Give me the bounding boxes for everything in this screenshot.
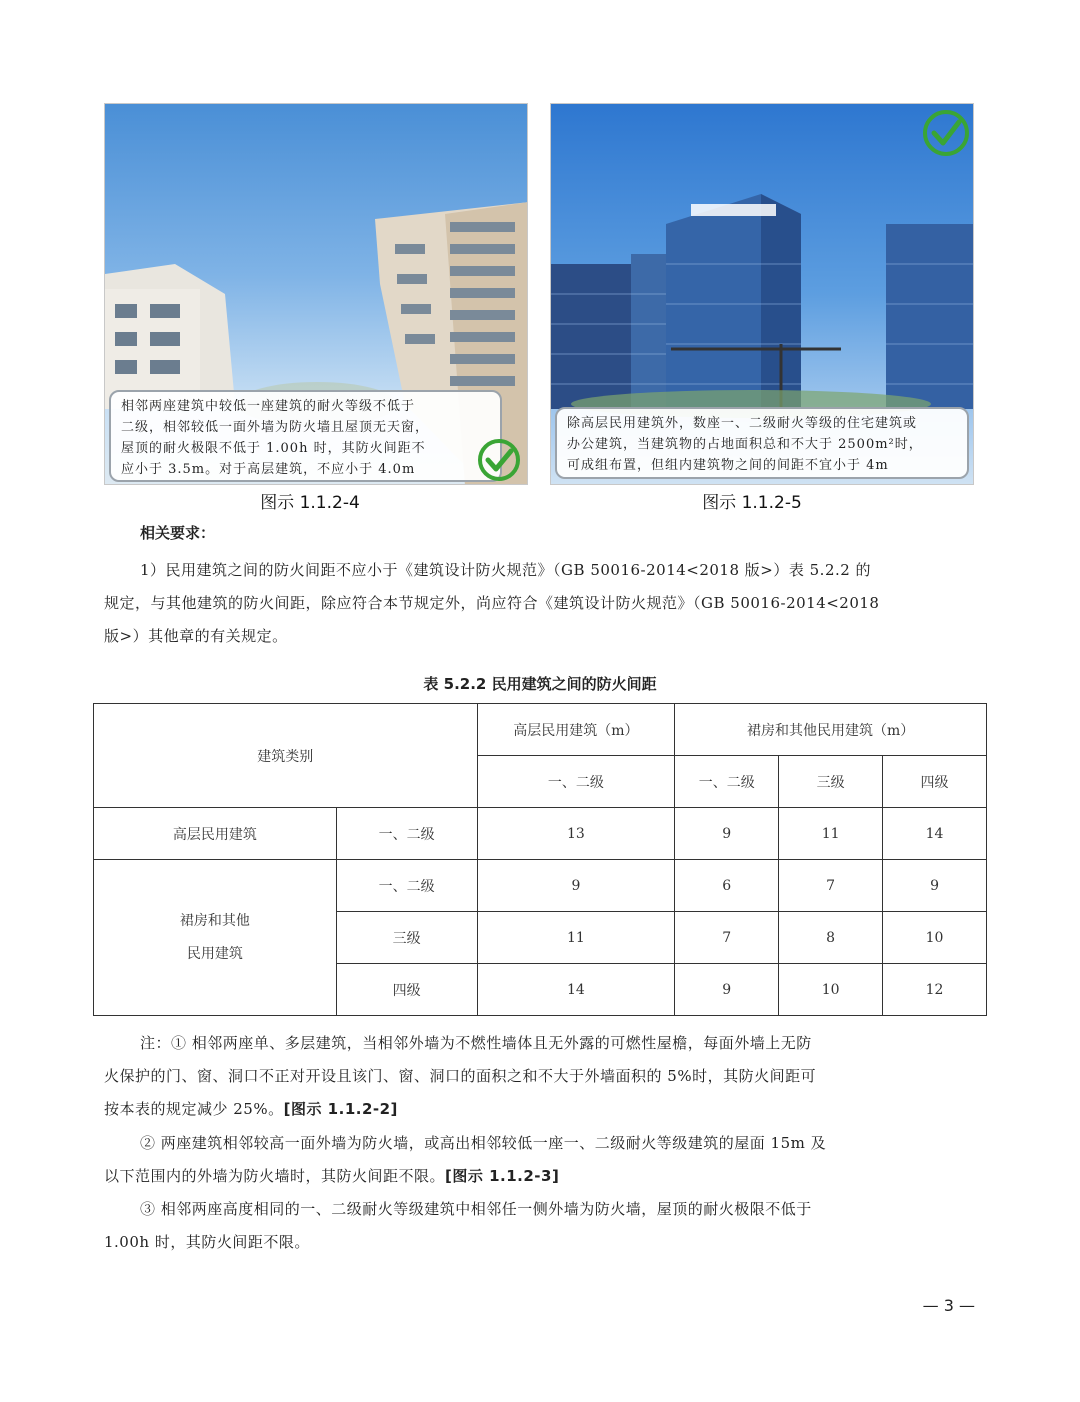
caption-line: 屋顶的耐火极限不低于 1.00h 时，其防火间距不 <box>121 441 426 456</box>
note-line <box>104 1160 980 1193</box>
row-grade: 一、二级 <box>336 860 477 912</box>
figure-photo-residential <box>104 103 528 485</box>
figure-photo-office <box>550 103 974 485</box>
table-title: 表 5.2.2 民用建筑之间的防火间距 <box>423 675 657 693</box>
table-group-header: 高层民用建筑（m） <box>477 704 675 756</box>
table-cell: 11 <box>779 808 883 860</box>
row-grade: 四级 <box>336 964 477 1016</box>
paragraph-line: 版>）其他章的有关规定。 <box>104 627 288 645</box>
caption-line: 应小于 3.5m。对于高层建筑，不应小于 4.0m <box>121 462 416 477</box>
note-line: 注：① 相邻两座单、多层建筑，当相邻外墙为不燃性墙体且无外露的可燃性屋檐，每面外墙上无防 <box>140 1034 812 1052</box>
caption-line: 除高层民用建筑外，数座一、二级耐火等级的住宅建筑或 <box>567 416 918 431</box>
row-grade: 三级 <box>336 912 477 964</box>
table-cell: 10 <box>779 964 883 1016</box>
figure-reference-link: [图示 1.1.2-2] <box>283 1100 398 1118</box>
note-line: 1.00h 时，其防火间距不限。 <box>104 1233 310 1251</box>
note-2 <box>104 1127 980 1193</box>
figure2-label: 图示 1.1.2-5 <box>702 493 802 513</box>
paragraph-line: 规定，与其他建筑的防火间距，除应符合本节规定外，尚应符合《建筑设计防火规范》（GB 50016-2014<2018 <box>104 594 880 612</box>
table-sub-header: 三级 <box>779 756 883 808</box>
caption-line: 可成组布置，但组内建筑物之间的间距不宜小于 4m <box>567 458 889 473</box>
note-text: 以下范围内的外墙为防火墙时，其防火间距不限。 <box>104 1167 446 1185</box>
row-category: 高层民用建筑 <box>94 808 337 860</box>
note-1 <box>104 1027 980 1126</box>
table-sub-header: 四级 <box>883 756 987 808</box>
table-sub-header: 一、二级 <box>675 756 779 808</box>
caption-line: 相邻两座建筑中较低一座建筑的耐火等级不低于 <box>121 399 416 414</box>
table-row <box>94 808 987 860</box>
table-sub-header: 一、二级 <box>477 756 675 808</box>
note-line: ② 两座建筑相邻较高一面外墙为防火墙，或高出相邻较低一座一、二级耐火等级建筑的屋面 15m 及 <box>140 1134 827 1152</box>
table-cell: 7 <box>675 912 779 964</box>
table-cell: 10 <box>883 912 987 964</box>
figure-reference-link: [图示 1.1.2-3] <box>445 1167 560 1185</box>
paragraph-line: 1）民用建筑之间的防火间距不应小于《建筑设计防火规范》（GB 50016-2014<2018 版>）表 5.2.2 的 <box>140 561 872 579</box>
table-cell: 7 <box>779 860 883 912</box>
table-corner-header: 建筑类别 <box>94 704 478 808</box>
figure2-caption <box>555 407 969 479</box>
page-number: — 3 — <box>922 1296 975 1315</box>
table-cell: 8 <box>779 912 883 964</box>
checkmark-icon <box>921 108 971 158</box>
caption-line: 办公建筑，当建筑物的占地面积总和不大于 2500m²时， <box>567 437 923 452</box>
note-3 <box>104 1193 980 1259</box>
requirement-paragraph <box>104 554 980 653</box>
table-cell: 6 <box>675 860 779 912</box>
row-category-line: 裙房和其他 <box>179 912 250 929</box>
table-cell: 12 <box>883 964 987 1016</box>
caption-line: 二级，相邻较低一面外墙为防火墙且屋顶无天窗， <box>121 420 430 435</box>
figure1-label: 图示 1.1.2-4 <box>260 493 360 513</box>
checkmark-icon <box>477 438 521 482</box>
note-line <box>104 1093 980 1126</box>
table-cell: 9 <box>477 860 675 912</box>
table-cell: 9 <box>675 964 779 1016</box>
table-group-header: 裙房和其他民用建筑（m） <box>675 704 987 756</box>
row-grade: 一、二级 <box>336 808 477 860</box>
table-cell: 11 <box>477 912 675 964</box>
figure1-caption <box>109 390 502 482</box>
table-cell: 14 <box>477 964 675 1016</box>
table-cell: 9 <box>883 860 987 912</box>
table-cell: 9 <box>675 808 779 860</box>
table-row <box>94 860 987 912</box>
note-text: 按本表的规定减少 25%。 <box>104 1100 284 1118</box>
row-category-line: 民用建筑 <box>186 945 243 962</box>
note-line: 火保护的门、窗、洞口不正对开设且该门、窗、洞口的面积之和不大于外墙面积的 5%时，其防火间距可 <box>104 1067 817 1085</box>
table-cell: 13 <box>477 808 675 860</box>
section-heading: 相关要求： <box>140 524 216 542</box>
note-line: ③ 相邻两座高度相同的一、二级耐火等级建筑中相邻任一侧外墙为防火墙，屋顶的耐火极限不低于 <box>140 1200 812 1218</box>
row-category <box>94 860 337 1016</box>
table-cell: 14 <box>883 808 987 860</box>
fire-distance-table <box>93 703 987 1016</box>
